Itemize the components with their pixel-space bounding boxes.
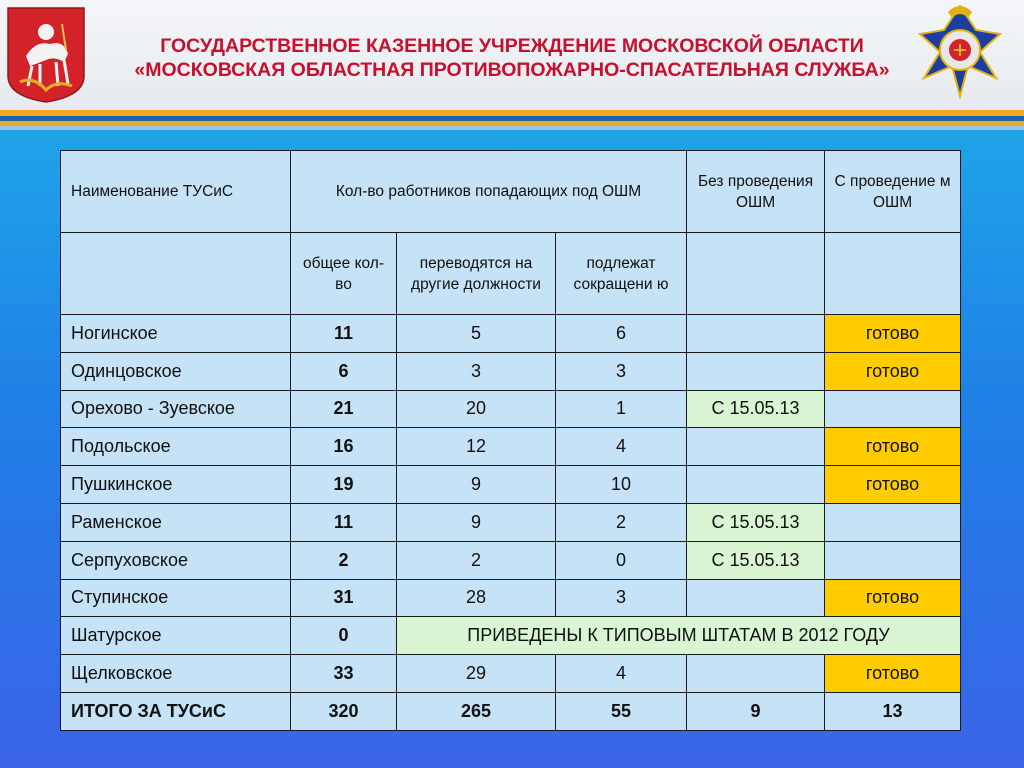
row-transferred: 9	[397, 503, 556, 541]
table-row	[61, 315, 961, 353]
row-without-date: С 15.05.13	[687, 503, 825, 541]
row-transferred: 29	[397, 655, 556, 693]
row-with-status: готово	[825, 352, 961, 390]
row-with-status: готово	[825, 428, 961, 466]
row-name: Ногинское	[61, 315, 291, 353]
row-total: 16	[291, 428, 397, 466]
row-without	[687, 352, 825, 390]
row-without-date: С 15.05.13	[687, 390, 825, 428]
row-total: 6	[291, 352, 397, 390]
header-total: общее кол-во	[291, 233, 397, 315]
row-reduced: 10	[556, 466, 687, 504]
row-without-date: С 15.05.13	[687, 541, 825, 579]
row-reduced: 3	[556, 579, 687, 617]
row-without	[687, 428, 825, 466]
table-total-row	[61, 692, 961, 730]
total-total: 320	[291, 692, 397, 730]
row-without	[687, 579, 825, 617]
row-reduced: 4	[556, 655, 687, 693]
table-row	[61, 579, 961, 617]
row-transferred: 28	[397, 579, 556, 617]
row-without	[687, 655, 825, 693]
table-subheader-row	[61, 233, 961, 315]
table-row	[61, 428, 961, 466]
row-name: Пушкинское	[61, 466, 291, 504]
table-row	[61, 541, 961, 579]
header-workers: Кол-во работников попадающих под ОШМ	[291, 151, 687, 233]
total-without: 9	[687, 692, 825, 730]
row-reduced: 6	[556, 315, 687, 353]
row-name: Щелковское	[61, 655, 291, 693]
row-with	[825, 503, 961, 541]
row-transferred: 20	[397, 390, 556, 428]
row-name: Серпуховское	[61, 541, 291, 579]
row-transferred: 3	[397, 352, 556, 390]
row-transferred: 9	[397, 466, 556, 504]
row-with-status: готово	[825, 655, 961, 693]
header-with: С проведение м ОШМ	[825, 151, 961, 233]
table-row	[61, 352, 961, 390]
row-name: Шатурское	[61, 617, 291, 655]
total-reduced: 55	[556, 692, 687, 730]
row-name: Орехово - Зуевское	[61, 390, 291, 428]
row-total: 19	[291, 466, 397, 504]
row-with	[825, 541, 961, 579]
row-reduced: 3	[556, 352, 687, 390]
row-name: Подольское	[61, 428, 291, 466]
table-row	[61, 617, 961, 655]
row-without	[687, 315, 825, 353]
row-total: 2	[291, 541, 397, 579]
row-total: 21	[291, 390, 397, 428]
table-row	[61, 655, 961, 693]
title-line-2: «МОСКОВСКАЯ ОБЛАСТНАЯ ПРОТИВОПОЖАРНО-СПАСАТЕЛЬНАЯ СЛУЖБА»	[134, 59, 890, 81]
row-with-status: готово	[825, 466, 961, 504]
row-reduced: 4	[556, 428, 687, 466]
row-transferred: 2	[397, 541, 556, 579]
osm-table	[60, 150, 961, 731]
row-without	[687, 466, 825, 504]
row-total: 0	[291, 617, 397, 655]
total-with: 13	[825, 692, 961, 730]
row-note: ПРИВЕДЕНЫ К ТИПОВЫМ ШТАТАМ В 2012 ГОДУ	[397, 617, 961, 655]
row-with	[825, 390, 961, 428]
header-bar	[0, 0, 1024, 110]
row-transferred: 5	[397, 315, 556, 353]
table-row	[61, 503, 961, 541]
row-name: Ступинское	[61, 579, 291, 617]
subheader-empty-3	[825, 233, 961, 315]
table-row	[61, 466, 961, 504]
header-reduced: подлежат сокращени ю	[556, 233, 687, 315]
fire-rescue-service-emblem-icon	[918, 0, 1002, 104]
header-name: Наименование ТУСиС	[61, 151, 291, 233]
row-transferred: 12	[397, 428, 556, 466]
row-reduced: 0	[556, 541, 687, 579]
subheader-empty-2	[687, 233, 825, 315]
row-with-status: готово	[825, 315, 961, 353]
subheader-empty	[61, 233, 291, 315]
row-reduced: 2	[556, 503, 687, 541]
table-row	[61, 390, 961, 428]
moscow-region-coat-of-arms-icon	[6, 6, 86, 104]
row-total: 31	[291, 579, 397, 617]
row-total: 11	[291, 315, 397, 353]
table-header-row	[61, 151, 961, 233]
row-total: 33	[291, 655, 397, 693]
title-line-1: ГОСУДАРСТВЕННОЕ КАЗЕННОЕ УЧРЕЖДЕНИЕ МОСКОВСКОЙ ОБЛАСТИ	[160, 35, 864, 57]
page-title	[100, 34, 924, 82]
row-reduced: 1	[556, 390, 687, 428]
header-transferred: переводятся на другие должности	[397, 233, 556, 315]
row-name: Одинцовское	[61, 352, 291, 390]
total-transferred: 265	[397, 692, 556, 730]
total-name: ИТОГО ЗА ТУСиС	[61, 692, 291, 730]
row-total: 11	[291, 503, 397, 541]
header-without: Без проведения ОШМ	[687, 151, 825, 233]
row-name: Раменское	[61, 503, 291, 541]
row-with-status: готово	[825, 579, 961, 617]
